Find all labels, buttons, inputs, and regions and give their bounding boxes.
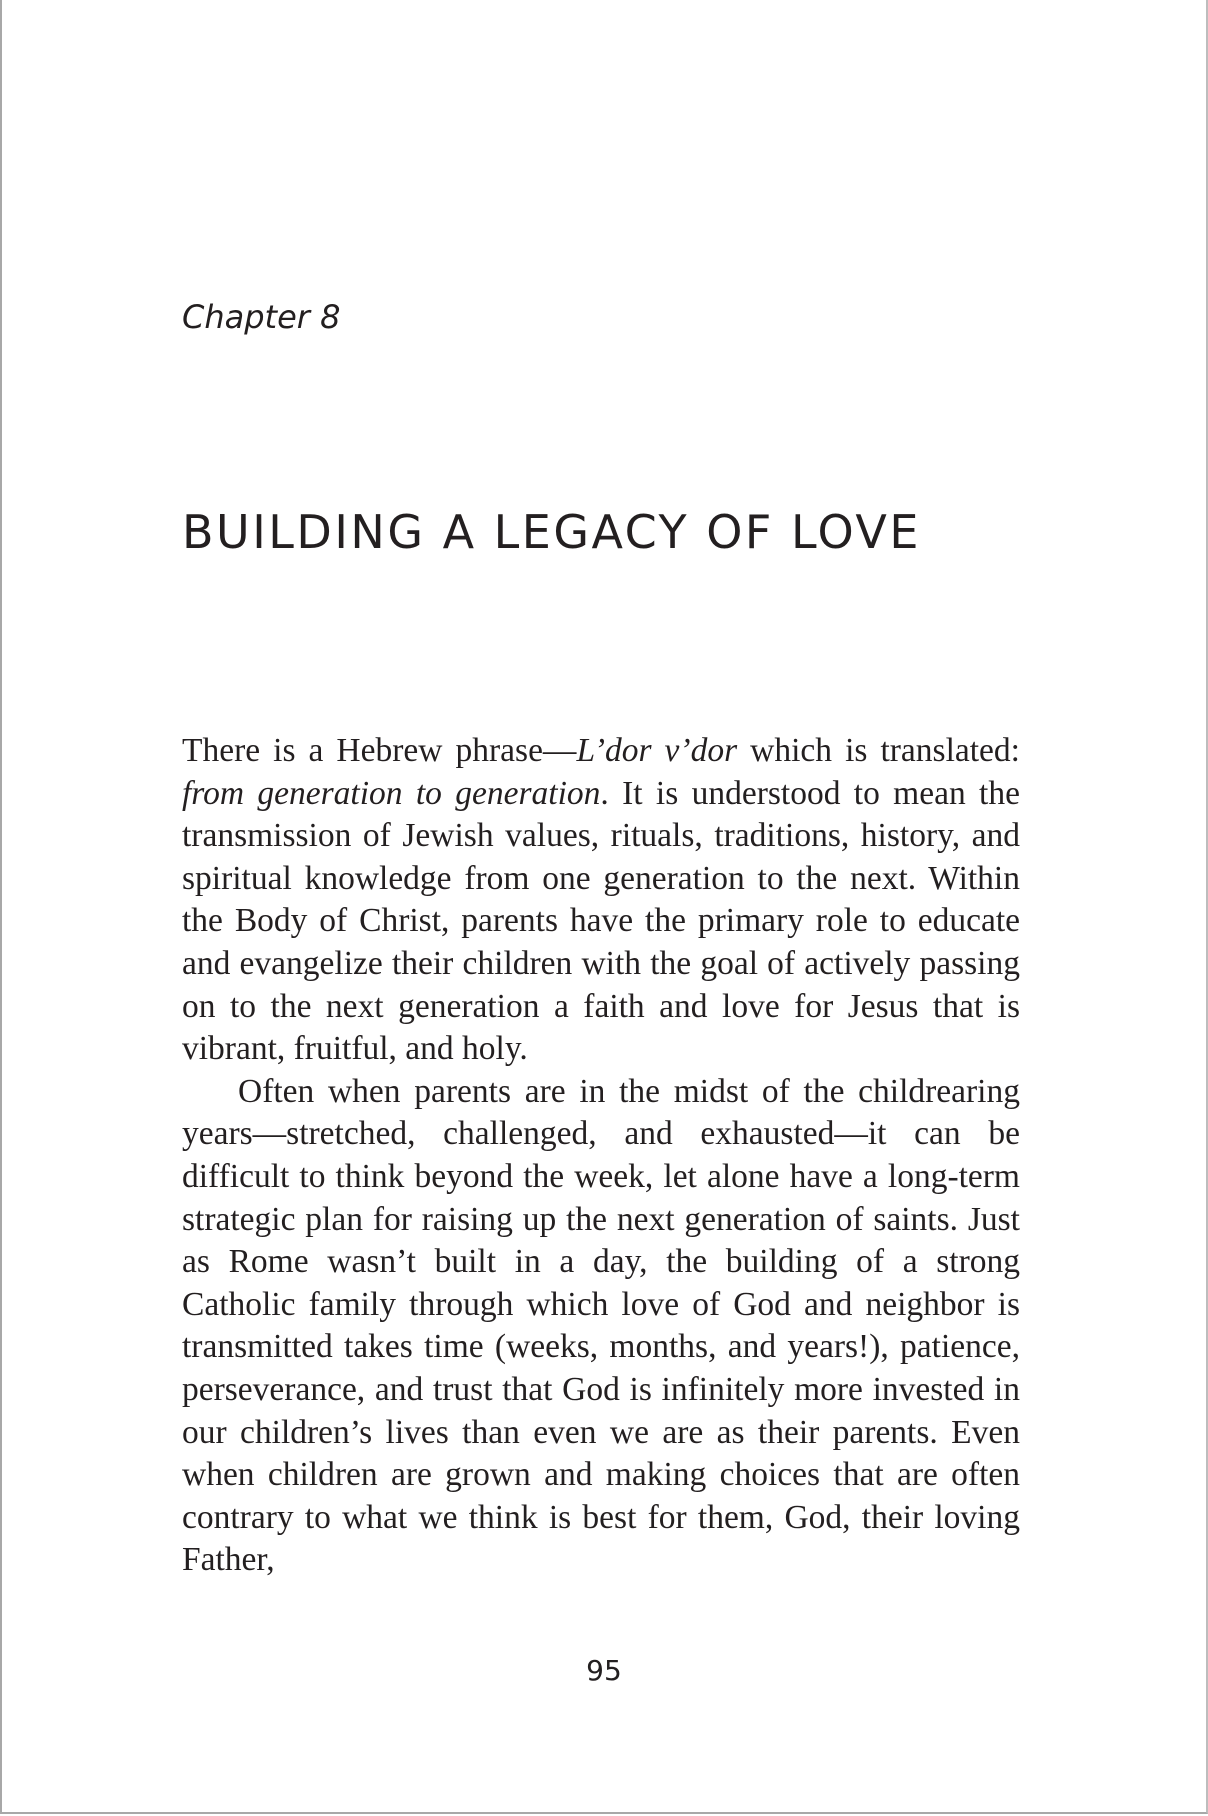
page-number: 95 xyxy=(586,1654,622,1687)
paragraph-1-text-a: There is a Hebrew phrase— xyxy=(182,732,577,769)
paragraph-1-text-c: . It is understood to mean the transmission of Jewish values, rituals, traditions, history, and spiritual knowledge from one generation to the next. Within the Body of Christ, parents have the primary role to educate and evangelize their children with the goal of actively passing on to the next generation a faith and love for Jesus that is vibrant, fruitful, and holy. xyxy=(182,774,1020,1068)
hebrew-phrase: L’dor v’dor xyxy=(576,732,738,769)
paragraph-2: Often when parents are in the midst of the childrearing years—stretched, challenged, and exhausted—it can be difficult to think beyond the week, let alone have a long-term strategic plan for raising up the next generation of saints. Just as Rome wasn’t built in a day, the building of a strong Catholic family through which love of God and neighbor is transmitted takes time (weeks, months, and years!), patience, perseverance, and trust that God is infinitely more invested in our children’s lives than even we are as their parents. Even when children are grown and making choices that are often contrary to what we think is best for them, God, their loving Father, xyxy=(182,1072,1020,1579)
chapter-title: BUILDING A LEGACY OF LOVE xyxy=(182,505,921,559)
phrase-translation: from generation to generation xyxy=(182,774,601,812)
chapter-label: Chapter 8 xyxy=(182,298,341,336)
paragraph-1-text-b: which is translated: xyxy=(737,732,1020,769)
paragraph-1 xyxy=(182,730,1020,1071)
body-text xyxy=(182,730,1020,1582)
